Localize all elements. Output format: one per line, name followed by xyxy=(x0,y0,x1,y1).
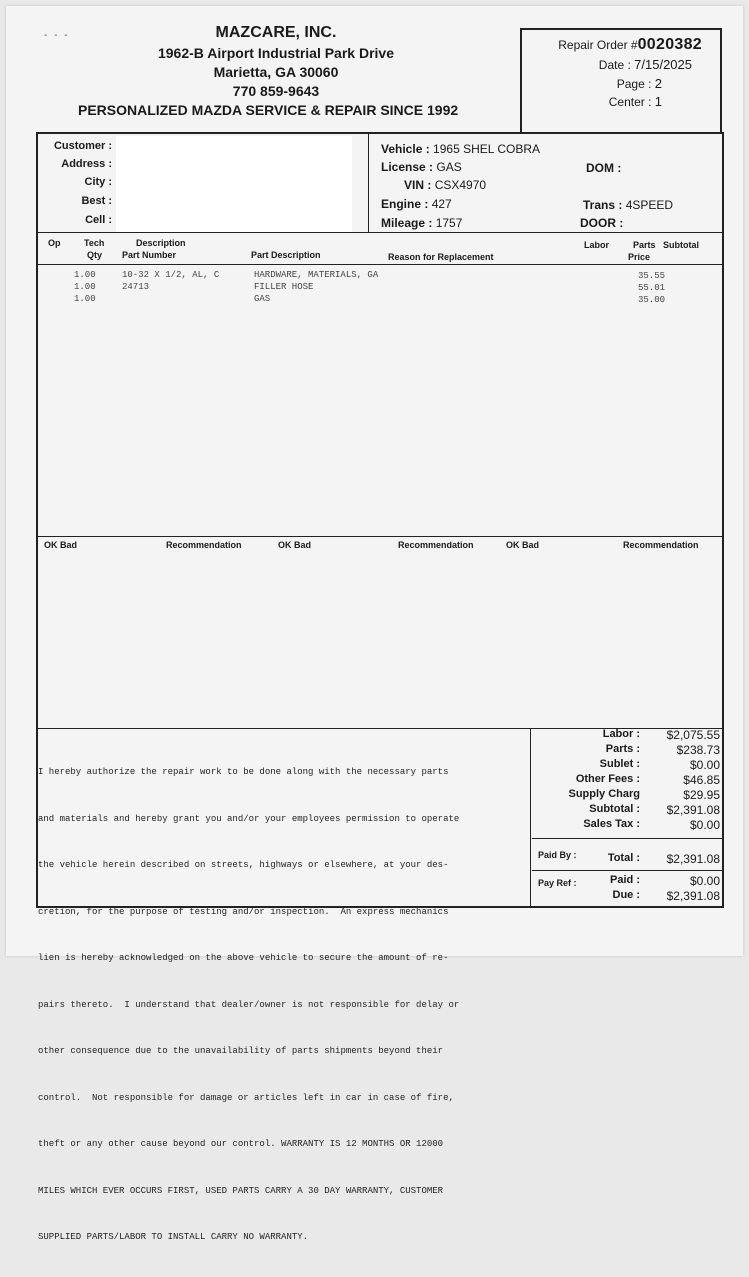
totals-divider-line xyxy=(532,838,722,839)
subtotal-value: $2,391.08 xyxy=(666,803,720,817)
center-value: 1 xyxy=(654,94,662,109)
sales-tax-value: $0.00 xyxy=(689,818,720,832)
terms-line: theft or any other cause beyond our control. WARRANTY IS 12 MONTHS OR 12000 xyxy=(38,1139,444,1149)
corner-mark: - - - xyxy=(44,30,70,41)
due-label: Due : xyxy=(612,889,640,901)
customer-label: Customer : xyxy=(53,140,112,152)
trans-label: Trans : xyxy=(583,198,623,212)
vehicle-label: Vehicle : xyxy=(381,142,430,156)
line-item-2-part-number: 24713 xyxy=(122,282,150,292)
paid-value: $0.00 xyxy=(689,874,720,888)
line-item-1-price: 35.55 xyxy=(638,271,666,281)
col-parts: Parts xyxy=(633,240,656,250)
mileage-row xyxy=(381,216,462,230)
col-qty: Qty xyxy=(87,250,103,260)
grand-total-label: Total : xyxy=(607,852,640,864)
center-label: Center : xyxy=(608,95,652,109)
repair-order-number: 0020382 xyxy=(637,36,702,53)
ok-bad-2: OK Bad xyxy=(278,540,312,550)
date-label: Date : xyxy=(598,58,631,72)
totals-divider-line-2 xyxy=(532,870,722,871)
license-label: License : xyxy=(381,160,434,174)
terms-line: control. Not responsible for damage or articles left in car in case of fire, xyxy=(38,1092,454,1103)
engine-label: Engine : xyxy=(381,197,429,211)
col-labor: Labor xyxy=(584,240,610,250)
vehicle-value: 1965 SHEL COBRA xyxy=(433,142,540,156)
totals-divider xyxy=(530,728,531,906)
mileage-value: 1757 xyxy=(435,216,463,230)
city-label: City : xyxy=(84,176,112,188)
terms-line: cretion, for the purpose of testing and/or inspection. An express mechanics xyxy=(38,906,449,917)
vin-value: CSX4970 xyxy=(434,178,487,192)
col-tech: Tech xyxy=(84,238,105,248)
sublet-value: $0.00 xyxy=(689,758,720,772)
line-item-2-price: 55.01 xyxy=(638,283,666,293)
pay-ref-label: Pay Ref : xyxy=(538,878,577,888)
col-op: Op xyxy=(48,238,61,248)
cell-phone-label: Cell : xyxy=(85,214,112,226)
col-subtotal: Subtotal xyxy=(663,240,699,250)
page-label: Page : xyxy=(616,77,652,91)
terms-line: lien is hereby acknowledged on the above vehicle to secure the amount of re- xyxy=(38,953,449,963)
authorization-terms xyxy=(38,734,528,1277)
company-city: Marietta, GA 30060 xyxy=(213,64,339,80)
col-part-number: Part Number xyxy=(122,250,177,260)
line-item-1-description: HARDWARE, MATERIALS, GA xyxy=(254,270,379,280)
divider-columns xyxy=(38,264,722,265)
company-tagline: PERSONALIZED MAZDA SERVICE & REPAIR SINCE 1992 xyxy=(78,102,459,118)
main-frame xyxy=(36,132,724,1242)
parts-total-value: $238.73 xyxy=(676,743,720,757)
mileage-label: Mileage : xyxy=(381,216,433,230)
sales-tax-label: Sales Tax : xyxy=(583,818,640,830)
address-label: Address : xyxy=(61,158,112,170)
customer-info-redaction xyxy=(116,136,352,232)
ok-bad-3: OK Bad xyxy=(506,540,540,550)
col-reason: Reason for Replacement xyxy=(388,252,494,262)
col-price: Price xyxy=(628,252,651,262)
other-fees-label: Other Fees : xyxy=(575,773,640,785)
door-row xyxy=(580,216,623,230)
subtotal-label: Subtotal : xyxy=(589,803,640,815)
repair-order-label: Repair Order # xyxy=(558,38,638,52)
paid-by-label: Paid By : xyxy=(538,850,577,860)
repair-order-box xyxy=(520,28,722,132)
labor-total-label: Labor : xyxy=(602,728,640,740)
divider-vehicle xyxy=(38,232,722,233)
terms-line: MILES WHICH EVER OCCURS FIRST, USED PARTS CARRY A 30 DAY WARRANTY, CUSTOMER xyxy=(38,1185,444,1196)
col-description: Description xyxy=(136,238,186,248)
due-value: $2,391.08 xyxy=(666,889,720,903)
parts-total-label: Parts : xyxy=(605,743,640,755)
terms-line: and materials and hereby grant you and/or your employees permission to operate xyxy=(38,813,460,824)
supply-charge-label: Supply Charg xyxy=(568,788,640,800)
paid-label: Paid : xyxy=(610,874,640,886)
line-item-3-price: 35.00 xyxy=(638,295,666,305)
best-phone-label: Best : xyxy=(81,195,112,207)
line-item-3-description: GAS xyxy=(254,294,271,304)
page-value: 2 xyxy=(654,76,662,91)
totals-box xyxy=(532,728,722,906)
customer-vehicle-divider xyxy=(368,134,369,232)
line-item-3-qty: 1.00 xyxy=(74,294,96,304)
recommendation-2: Recommendation xyxy=(398,540,474,550)
door-label: DOOR : xyxy=(580,216,624,230)
dom-row xyxy=(586,161,621,175)
line-item-2-description: FILLER HOSE xyxy=(254,282,314,292)
company-name: MAZCARE, INC. xyxy=(215,24,337,41)
repair-order-sheet xyxy=(6,6,743,1242)
date-value: 7/15/2025 xyxy=(634,57,692,72)
terms-line: other consequence due to the unavailability of parts shipments beyond their xyxy=(38,1046,444,1056)
engine-value: 427 xyxy=(431,197,452,211)
trans-row xyxy=(583,198,673,212)
divider-recommendations xyxy=(38,536,722,537)
terms-line: I hereby authorize the repair work to be done along with the necessary parts xyxy=(38,767,449,777)
recommendation-3: Recommendation xyxy=(623,540,699,550)
company-phone: 770 859-9643 xyxy=(232,83,320,99)
dom-label: DOM : xyxy=(586,161,622,175)
company-address: 1962-B Airport Industrial Park Drive xyxy=(157,45,394,61)
terms-line: pairs thereto. I understand that dealer/owner is not responsible for delay or xyxy=(38,999,460,1010)
vehicle-row xyxy=(381,142,540,156)
labor-total-value: $2,075.55 xyxy=(666,728,720,742)
ok-bad-1: OK Bad xyxy=(44,540,78,550)
vin-row xyxy=(404,178,486,192)
license-row xyxy=(381,160,462,174)
line-item-1-part-number: 10-32 X 1/2, AL, C xyxy=(122,270,220,280)
license-value: GAS xyxy=(436,160,462,174)
grand-total-value: $2,391.08 xyxy=(666,852,720,866)
engine-row xyxy=(381,197,452,211)
vin-label: VIN : xyxy=(404,178,432,192)
terms-line: the vehicle herein described on streets, highways or elsewhere, at your des- xyxy=(38,860,449,870)
supply-charge-value: $29.95 xyxy=(683,788,720,802)
line-items xyxy=(38,270,722,530)
col-part-description: Part Description xyxy=(251,250,321,260)
recommendation-1: Recommendation xyxy=(166,540,242,550)
other-fees-value: $46.85 xyxy=(683,773,720,787)
sublet-label: Sublet : xyxy=(599,758,640,770)
line-item-1-qty: 1.00 xyxy=(74,270,96,280)
trans-value: 4SPEED xyxy=(625,198,674,212)
terms-line: SUPPLIED PARTS/LABOR TO INSTALL CARRY NO WARRANTY. xyxy=(38,1232,309,1242)
line-item-2-qty: 1.00 xyxy=(74,282,96,292)
